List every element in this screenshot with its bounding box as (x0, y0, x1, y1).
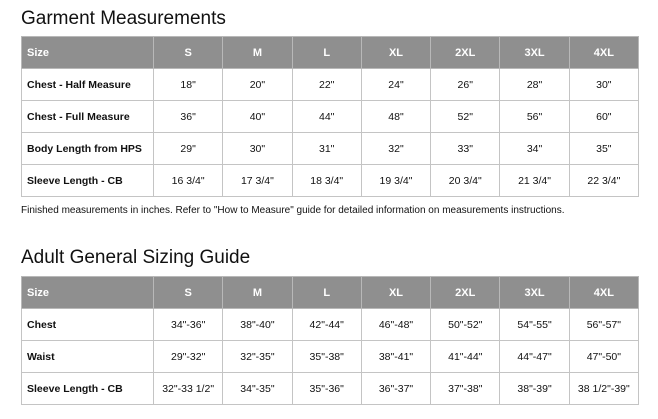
table-row (22, 341, 639, 373)
table-cell: 44" (292, 101, 361, 133)
table-cell: 44"-47" (500, 341, 569, 373)
table-cell: 34"-36" (154, 309, 223, 341)
table-cell: 16 3/4" (154, 165, 223, 197)
table-cell: 29" (154, 133, 223, 165)
header-cell-4xl: 4XL (569, 277, 638, 309)
table-cell: 20" (223, 69, 292, 101)
table-cell: 38"-39" (500, 373, 569, 405)
table-cell: 60" (569, 101, 638, 133)
table-cell: 28" (500, 69, 569, 101)
table-row (22, 165, 639, 197)
header-cell-2xl: 2XL (431, 277, 500, 309)
table-cell: 47"-50" (569, 341, 638, 373)
table-cell: 35"-38" (292, 341, 361, 373)
header-cell-xl: XL (361, 37, 430, 69)
header-cell-m: M (223, 37, 292, 69)
table-cell: 17 3/4" (223, 165, 292, 197)
header-cell-s: S (154, 37, 223, 69)
table-cell: 36" (154, 101, 223, 133)
table-cell: 22 3/4" (569, 165, 638, 197)
table-cell: 34"-35" (223, 373, 292, 405)
table-cell: 26" (431, 69, 500, 101)
header-cell-xl: XL (361, 277, 430, 309)
header-cell-3xl: 3XL (500, 37, 569, 69)
row-label: Chest - Half Measure (22, 69, 154, 101)
table-cell: 48" (361, 101, 430, 133)
header-cell-3xl: 3XL (500, 277, 569, 309)
row-label: Chest (22, 309, 154, 341)
table-header-row (22, 277, 639, 309)
table-row (22, 133, 639, 165)
row-label: Sleeve Length - CB (22, 373, 154, 405)
table-cell: 56"-57" (569, 309, 638, 341)
table-cell: 37"-38" (431, 373, 500, 405)
table-cell: 18" (154, 69, 223, 101)
row-label: Sleeve Length - CB (22, 165, 154, 197)
measurement-note: Finished measurements in inches. Refer to "How to Measure" guide for detailed information on measurements instructions. (21, 205, 565, 216)
table-cell: 22" (292, 69, 361, 101)
header-cell-l: L (292, 277, 361, 309)
header-cell-s: S (154, 277, 223, 309)
header-cell-size: Size (22, 277, 154, 309)
table-cell: 33" (431, 133, 500, 165)
table-cell: 35"-36" (292, 373, 361, 405)
table-cell: 38 1/2"-39" (569, 373, 638, 405)
table-cell: 52" (431, 101, 500, 133)
table-cell: 20 3/4" (431, 165, 500, 197)
table-cell: 50"-52" (431, 309, 500, 341)
table-cell: 40" (223, 101, 292, 133)
table-cell: 41"-44" (431, 341, 500, 373)
table-cell: 54"-55" (500, 309, 569, 341)
header-cell-2xl: 2XL (431, 37, 500, 69)
row-label: Waist (22, 341, 154, 373)
table-row (22, 373, 639, 405)
table-cell: 30" (569, 69, 638, 101)
garment-measurements-table (21, 36, 639, 197)
table-cell: 24" (361, 69, 430, 101)
table-cell: 38"-41" (361, 341, 430, 373)
table-cell: 42"-44" (292, 309, 361, 341)
table-cell: 19 3/4" (361, 165, 430, 197)
header-cell-size: Size (22, 37, 154, 69)
header-cell-4xl: 4XL (569, 37, 638, 69)
table-cell: 32" (361, 133, 430, 165)
garment-measurements-title: Garment Measurements (21, 8, 226, 29)
table-cell: 21 3/4" (500, 165, 569, 197)
table-header-row (22, 37, 639, 69)
adult-sizing-guide-table (21, 276, 639, 405)
table-row (22, 101, 639, 133)
table-cell: 46"-48" (361, 309, 430, 341)
adult-sizing-guide-title: Adult General Sizing Guide (21, 247, 251, 268)
header-cell-l: L (292, 37, 361, 69)
table-row (22, 69, 639, 101)
table-cell: 32"-33 1/2" (154, 373, 223, 405)
row-label: Chest - Full Measure (22, 101, 154, 133)
table-cell: 32"-35" (223, 341, 292, 373)
table-cell: 18 3/4" (292, 165, 361, 197)
row-label: Body Length from HPS (22, 133, 154, 165)
table-cell: 38"-40" (223, 309, 292, 341)
table-cell: 56" (500, 101, 569, 133)
table-cell: 31" (292, 133, 361, 165)
table-cell: 36"-37" (361, 373, 430, 405)
table-cell: 34" (500, 133, 569, 165)
table-cell: 30" (223, 133, 292, 165)
header-cell-m: M (223, 277, 292, 309)
table-cell: 29"-32" (154, 341, 223, 373)
table-cell: 35" (569, 133, 638, 165)
table-row (22, 309, 639, 341)
